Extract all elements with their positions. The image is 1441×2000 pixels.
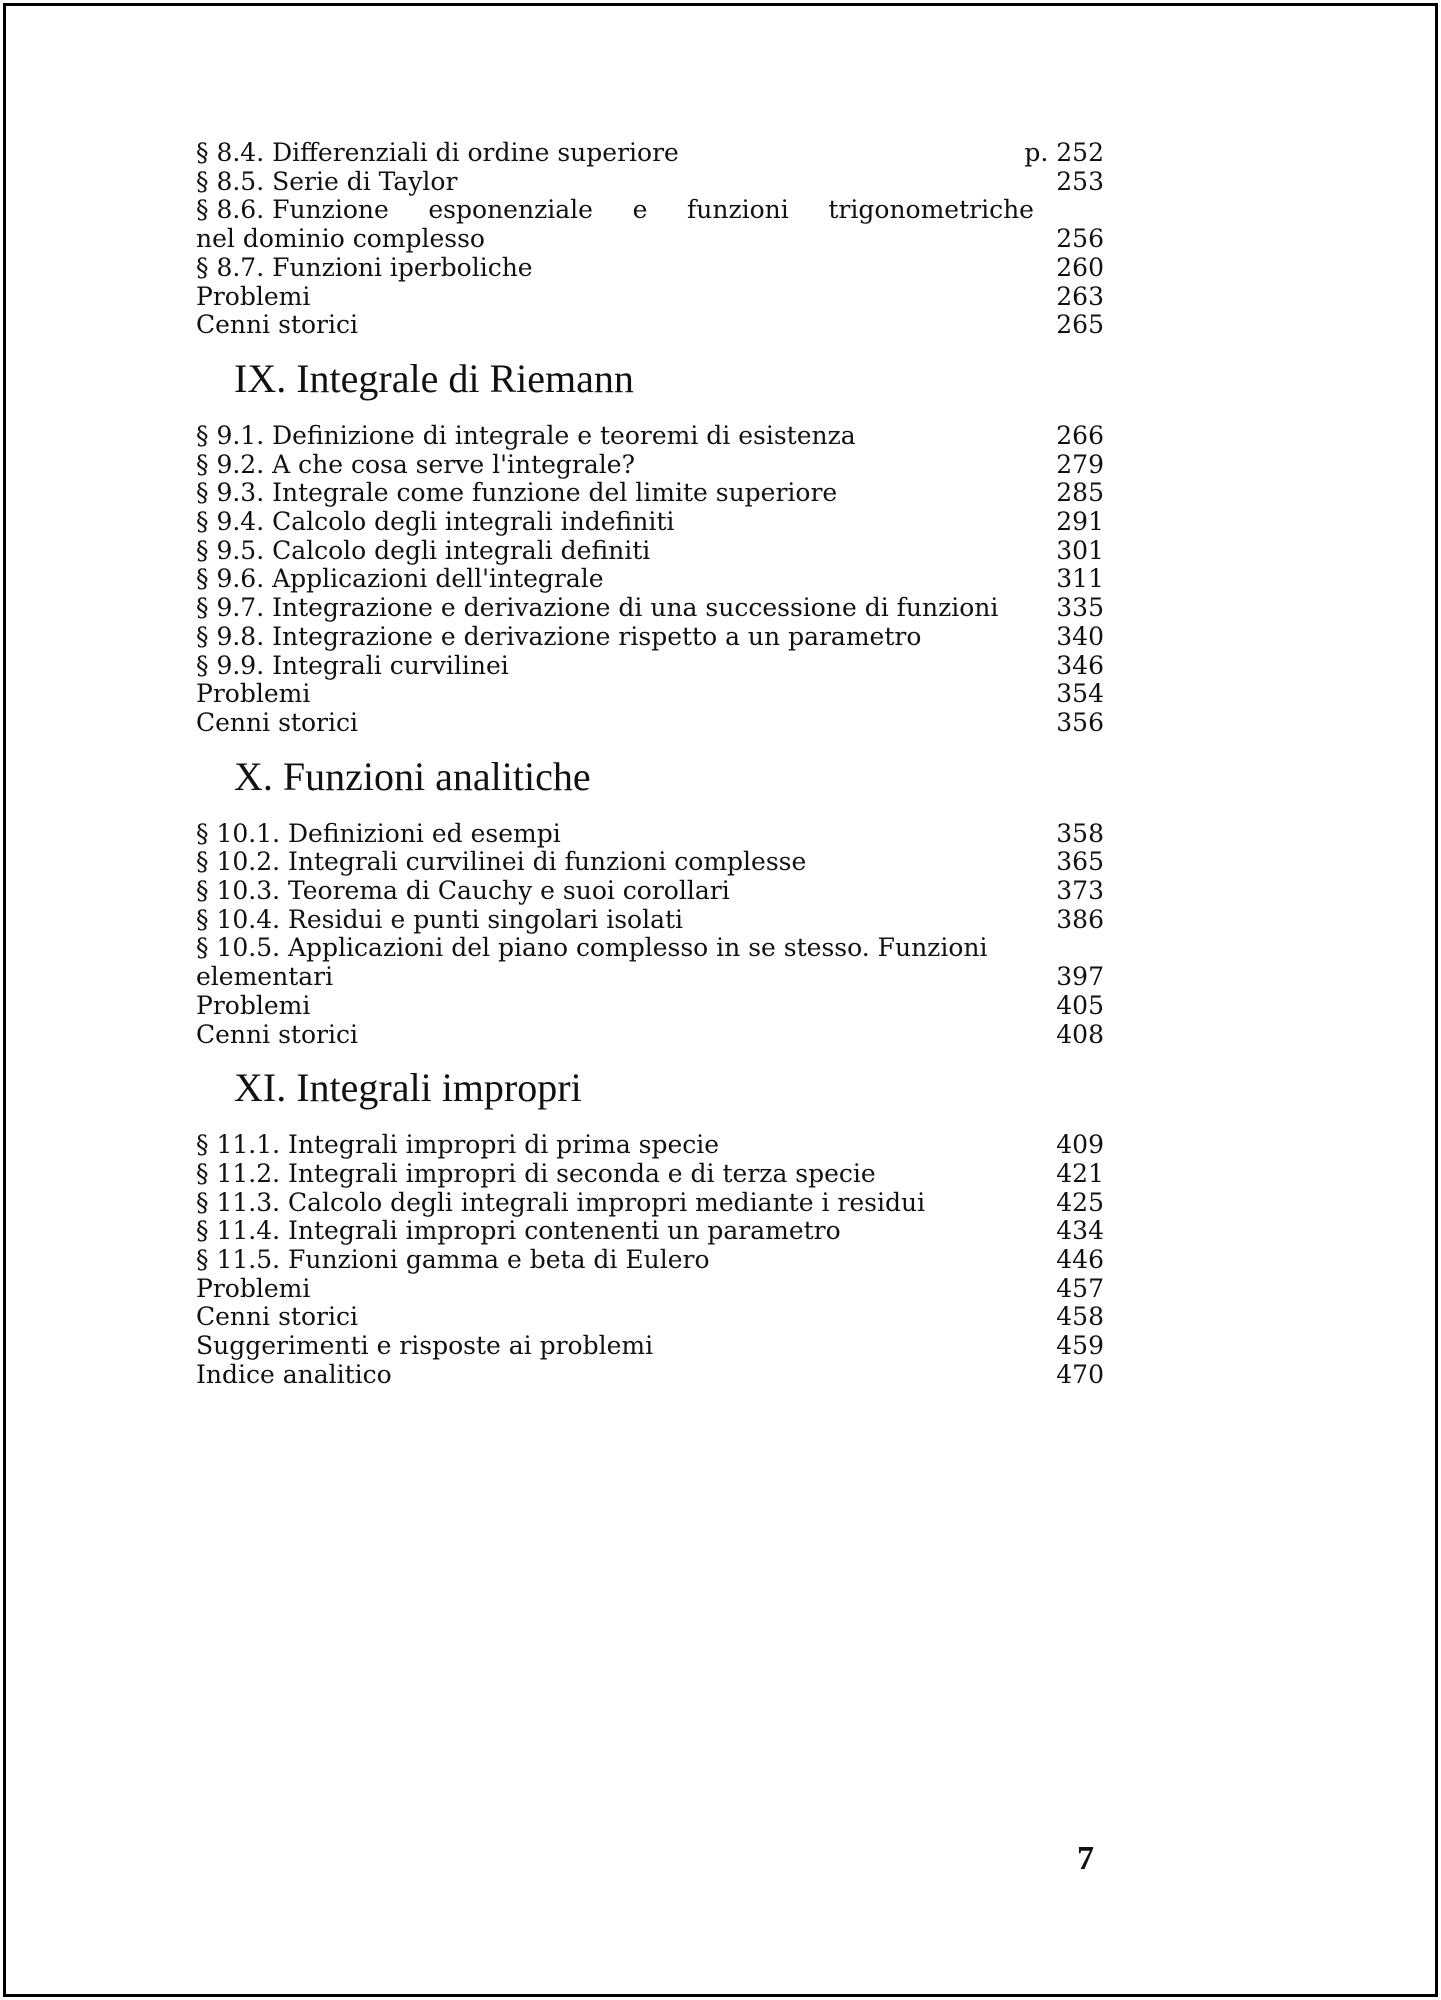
toc-entry-title: Cenni storici [196,1302,358,1332]
toc-entry-page: 265 [1056,310,1104,340]
chapter-heading: IX. Integrale di Riemann [234,355,634,401]
toc-entry-page: 365 [1056,847,1104,877]
toc-entry-title: § 9.5. Calcolo degli integrali definiti [196,535,651,565]
toc-entry-title: § 9.8. Integrazione e derivazione rispetto a un parametro [196,621,922,651]
toc-entry [196,819,1104,849]
toc-entry-page: 285 [1056,478,1104,508]
toc-entry [196,651,1104,681]
toc-entry-title: § 10.2. Integrali curvilinei di funzioni complesse [196,847,807,877]
toc-entry-page: 260 [1056,252,1104,282]
toc-entry-page: 397 [1056,962,1104,992]
toc-entry-title: § 10.4. Residui e punti singolari isolati [196,904,684,934]
toc-entry [196,1020,1104,1050]
toc-entry-title: nel dominio complesso [196,224,485,254]
toc-entry [196,138,1104,168]
toc-entry [196,536,1104,566]
toc-entry-page: 291 [1056,507,1104,536]
toc-entry [196,1274,1104,1304]
toc-entry [196,564,1104,594]
toc-entry-page: 425 [1056,1187,1104,1217]
toc-entry-title: Suggerimenti e risposte ai problemi [196,1331,654,1361]
toc-entry-page: 459 [1056,1331,1104,1361]
toc-entry-title: § 10.3. Teorema di Cauchy e suoi corollari [196,876,730,905]
toc-entry-title [196,195,1034,225]
toc-entry [196,507,1104,537]
toc-entry-title: § 9.3. Integrale come funzione del limite superiore [196,478,838,508]
toc-entry [196,478,1104,508]
page-number: 7 [1077,1840,1094,1877]
toc-entry-page: 253 [1056,166,1104,196]
toc-entry-word: esponenziale [428,195,593,225]
toc-entry-title: § 11.5. Funzioni gamma e beta di Eulero [196,1245,710,1274]
toc-entry [196,1216,1104,1246]
toc-entry-page: 405 [1056,990,1104,1020]
toc-entry-title: elementari [196,962,334,992]
toc-entry-page: 421 [1056,1158,1104,1188]
toc-entry-word: e [632,195,648,225]
toc-entry [196,1331,1104,1361]
toc-entry-word: funzioni [686,195,789,225]
toc-entry [196,282,1104,312]
toc-entry-word: trigonometriche [828,195,1034,225]
toc-entry [196,708,1104,738]
toc-entry-title: § 8.7. Funzioni iperboliche [196,252,533,282]
toc-entry-title: § 11.1. Integrali impropri di prima specie [196,1130,720,1160]
toc-entry-title: Problemi [196,281,311,311]
toc-entry-title: § 11.3. Calcolo degli integrali impropri mediante i residui [196,1187,926,1217]
toc-entry [196,421,1104,451]
toc-entry [196,933,1104,963]
toc-entry [196,195,1104,225]
toc-entry [196,224,1104,254]
toc-entry [196,905,1104,935]
toc-entry-title: Cenni storici [196,1019,358,1049]
toc-entry [196,962,1104,992]
toc-entry-page: 279 [1056,449,1104,479]
toc-entry-page: 346 [1056,650,1104,680]
toc-entry-title: Cenni storici [196,707,358,737]
toc-entry [196,253,1104,283]
toc-entry-page: 434 [1056,1216,1104,1246]
toc-entry-title: § 9.9. Integrali curvilinei [196,650,509,680]
toc-entry [196,593,1104,623]
toc-entry-page: 457 [1056,1273,1104,1303]
toc-entry-title: § 9.4. Calcolo degli integrali indefiniti [196,507,675,536]
toc-entry-title: Problemi [196,990,311,1020]
toc-entry-page: 354 [1056,679,1104,709]
toc-entry-page: 340 [1056,621,1104,651]
toc-entry-title: § 11.2. Integrali impropri di seconda e di terza specie [196,1158,876,1188]
toc-entry-page: 446 [1056,1245,1104,1274]
toc-entry-page: 311 [1056,564,1104,594]
toc-entry-page: 256 [1056,224,1104,254]
toc-entry [196,876,1104,906]
toc-entry [196,1245,1104,1275]
toc-entry [196,1302,1104,1332]
toc-entry [196,310,1104,340]
toc-entry-page: 409 [1056,1130,1104,1160]
toc-entry-page: 358 [1056,818,1104,848]
toc-entry-page: 356 [1056,707,1104,737]
chapter-heading: XI. Integrali impropri [234,1065,582,1111]
toc-entry [196,1188,1104,1218]
toc-entry-page: 386 [1056,904,1104,934]
toc-entry-page: 301 [1056,535,1104,565]
toc-entry-title: § 10.1. Definizioni ed esempi [196,818,561,848]
toc-entry [196,847,1104,877]
toc-entry [196,1360,1104,1390]
toc-entry-page: 263 [1056,281,1104,311]
toc-entry-page: 266 [1056,420,1104,450]
toc-entry-title: § 9.7. Integrazione e derivazione di una successione di funzioni [196,593,999,623]
toc-entry-title: § 8.4. Differenziali di ordine superiore [196,138,679,167]
toc-entry-page: 335 [1056,593,1104,623]
toc-entry [196,1130,1104,1160]
toc-entry-word: § 8.6. Funzione [196,195,389,225]
toc-entry-title: § 10.5. Applicazioni del piano complesso in se stesso. Funzioni [196,933,988,963]
toc-entry-page: 373 [1056,876,1104,905]
toc-entry-title: Problemi [196,1273,311,1303]
toc-entry-title: Cenni storici [196,310,358,340]
toc-entry-title: § 11.4. Integrali impropri contenenti un parametro [196,1216,841,1246]
toc-entry-title: Indice analitico [196,1359,392,1389]
chapter-heading: X. Funzioni analitiche [234,753,591,799]
toc-entry-page: 458 [1056,1302,1104,1332]
toc-entry [196,1159,1104,1189]
toc-entry-title: § 9.2. A che cosa serve l'integrale? [196,449,635,479]
toc-entry-title: § 8.5. Serie di Taylor [196,166,458,196]
toc-entry [196,450,1104,480]
toc-entry [196,679,1104,709]
toc-entry-title: § 9.1. Definizione di integrale e teoremi di esistenza [196,420,856,450]
toc-entry-page: 408 [1056,1019,1104,1049]
toc-entry-page: 470 [1056,1359,1104,1389]
toc-entry-title: § 9.6. Applicazioni dell'integrale [196,564,604,594]
toc-entry [196,622,1104,652]
toc-entry-title: Problemi [196,679,311,709]
toc-entry [196,991,1104,1021]
toc-entry [196,167,1104,197]
toc-entry-page: p. 252 [1024,138,1104,167]
